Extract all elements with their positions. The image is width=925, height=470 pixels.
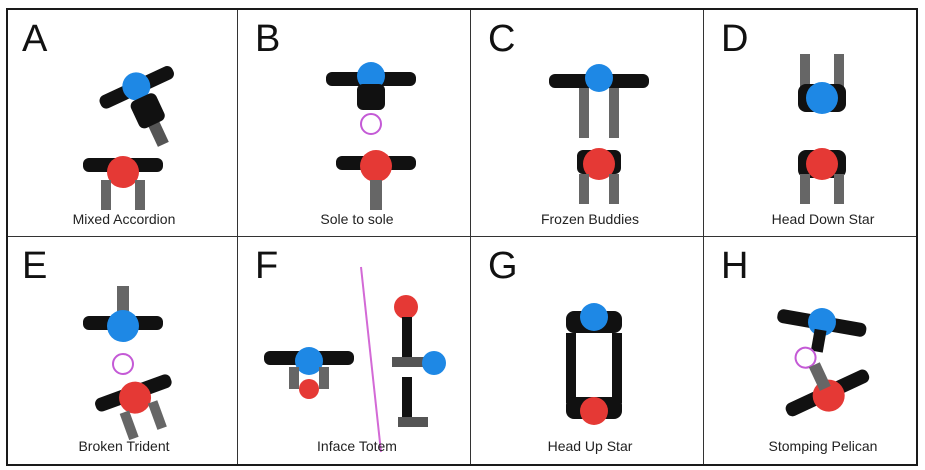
- panel-caption: Frozen Buddies: [540, 211, 640, 227]
- panel-letter: D: [721, 18, 749, 60]
- panel-caption: Head Down Star: [771, 211, 875, 227]
- panel-caption: Inface Totem: [317, 438, 397, 454]
- panel-a: [8, 10, 240, 237]
- panel-letter: E: [22, 245, 48, 287]
- panel-b: [241, 10, 473, 237]
- panel-h: [707, 237, 925, 464]
- panel-letter: C: [488, 18, 516, 60]
- panel-c: [474, 10, 706, 237]
- panel-letter: B: [255, 18, 281, 60]
- panel-caption: Head Up Star: [547, 438, 633, 454]
- panel-e: [8, 237, 240, 464]
- panel-caption: Mixed Accordion: [72, 211, 176, 227]
- panel-caption: Stomping Pelican: [768, 438, 878, 454]
- panel-letter: H: [721, 245, 749, 287]
- panel-caption: Broken Trident: [78, 438, 170, 454]
- formation-grid: [6, 8, 918, 466]
- panel-g: [474, 237, 706, 464]
- panel-d: [707, 10, 925, 237]
- panel-caption: Sole to sole: [320, 211, 394, 227]
- panel-letter: A: [22, 18, 48, 60]
- panel-f: [241, 237, 473, 464]
- panel-letter: F: [255, 245, 279, 287]
- panel-letter: G: [488, 245, 518, 287]
